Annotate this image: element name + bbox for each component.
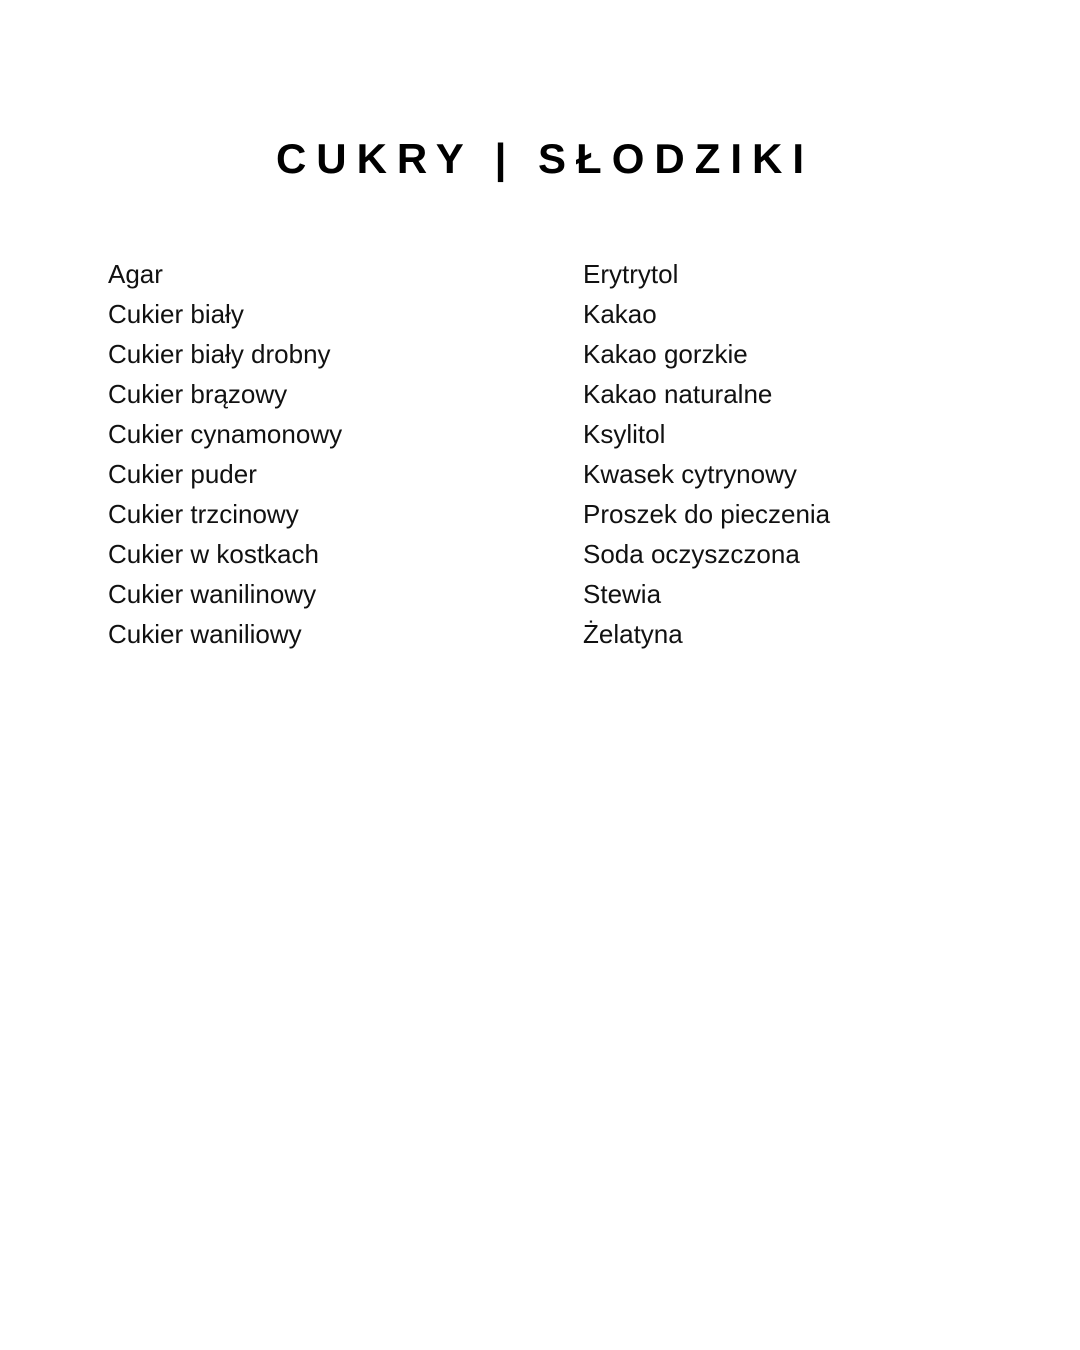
page-title: CUKRY | SŁODZIKI [275,135,815,183]
list-item: Żelatyna [583,619,683,649]
list-item: Kakao naturalne [583,379,773,409]
list-item: Ksylitol [583,419,666,449]
right-column-list [583,254,1023,654]
list-item: Cukier w kostkach [108,539,319,569]
list-item: Kakao gorzkie [583,339,748,369]
list-item: Agar [108,259,163,289]
left-column-list [108,254,548,654]
list-item: Erytrytol [583,259,679,289]
list-item: Cukier trzcinowy [108,499,299,529]
list-item: Cukier puder [108,459,257,489]
list-item: Soda oczyszczona [583,539,800,569]
list-item: Cukier wanilinowy [108,579,317,609]
list-item: Cukier biały drobny [108,339,331,369]
list-item: Cukier cynamonowy [108,419,343,449]
list-item: Cukier waniliowy [108,619,302,649]
list-item: Cukier brązowy [108,379,288,409]
list-item: Cukier biały [108,299,244,329]
list-item: Kakao [583,299,657,329]
list-item: Proszek do pieczenia [583,499,831,529]
list-item: Kwasek cytrynowy [583,459,797,489]
list-item: Stewia [583,579,662,609]
